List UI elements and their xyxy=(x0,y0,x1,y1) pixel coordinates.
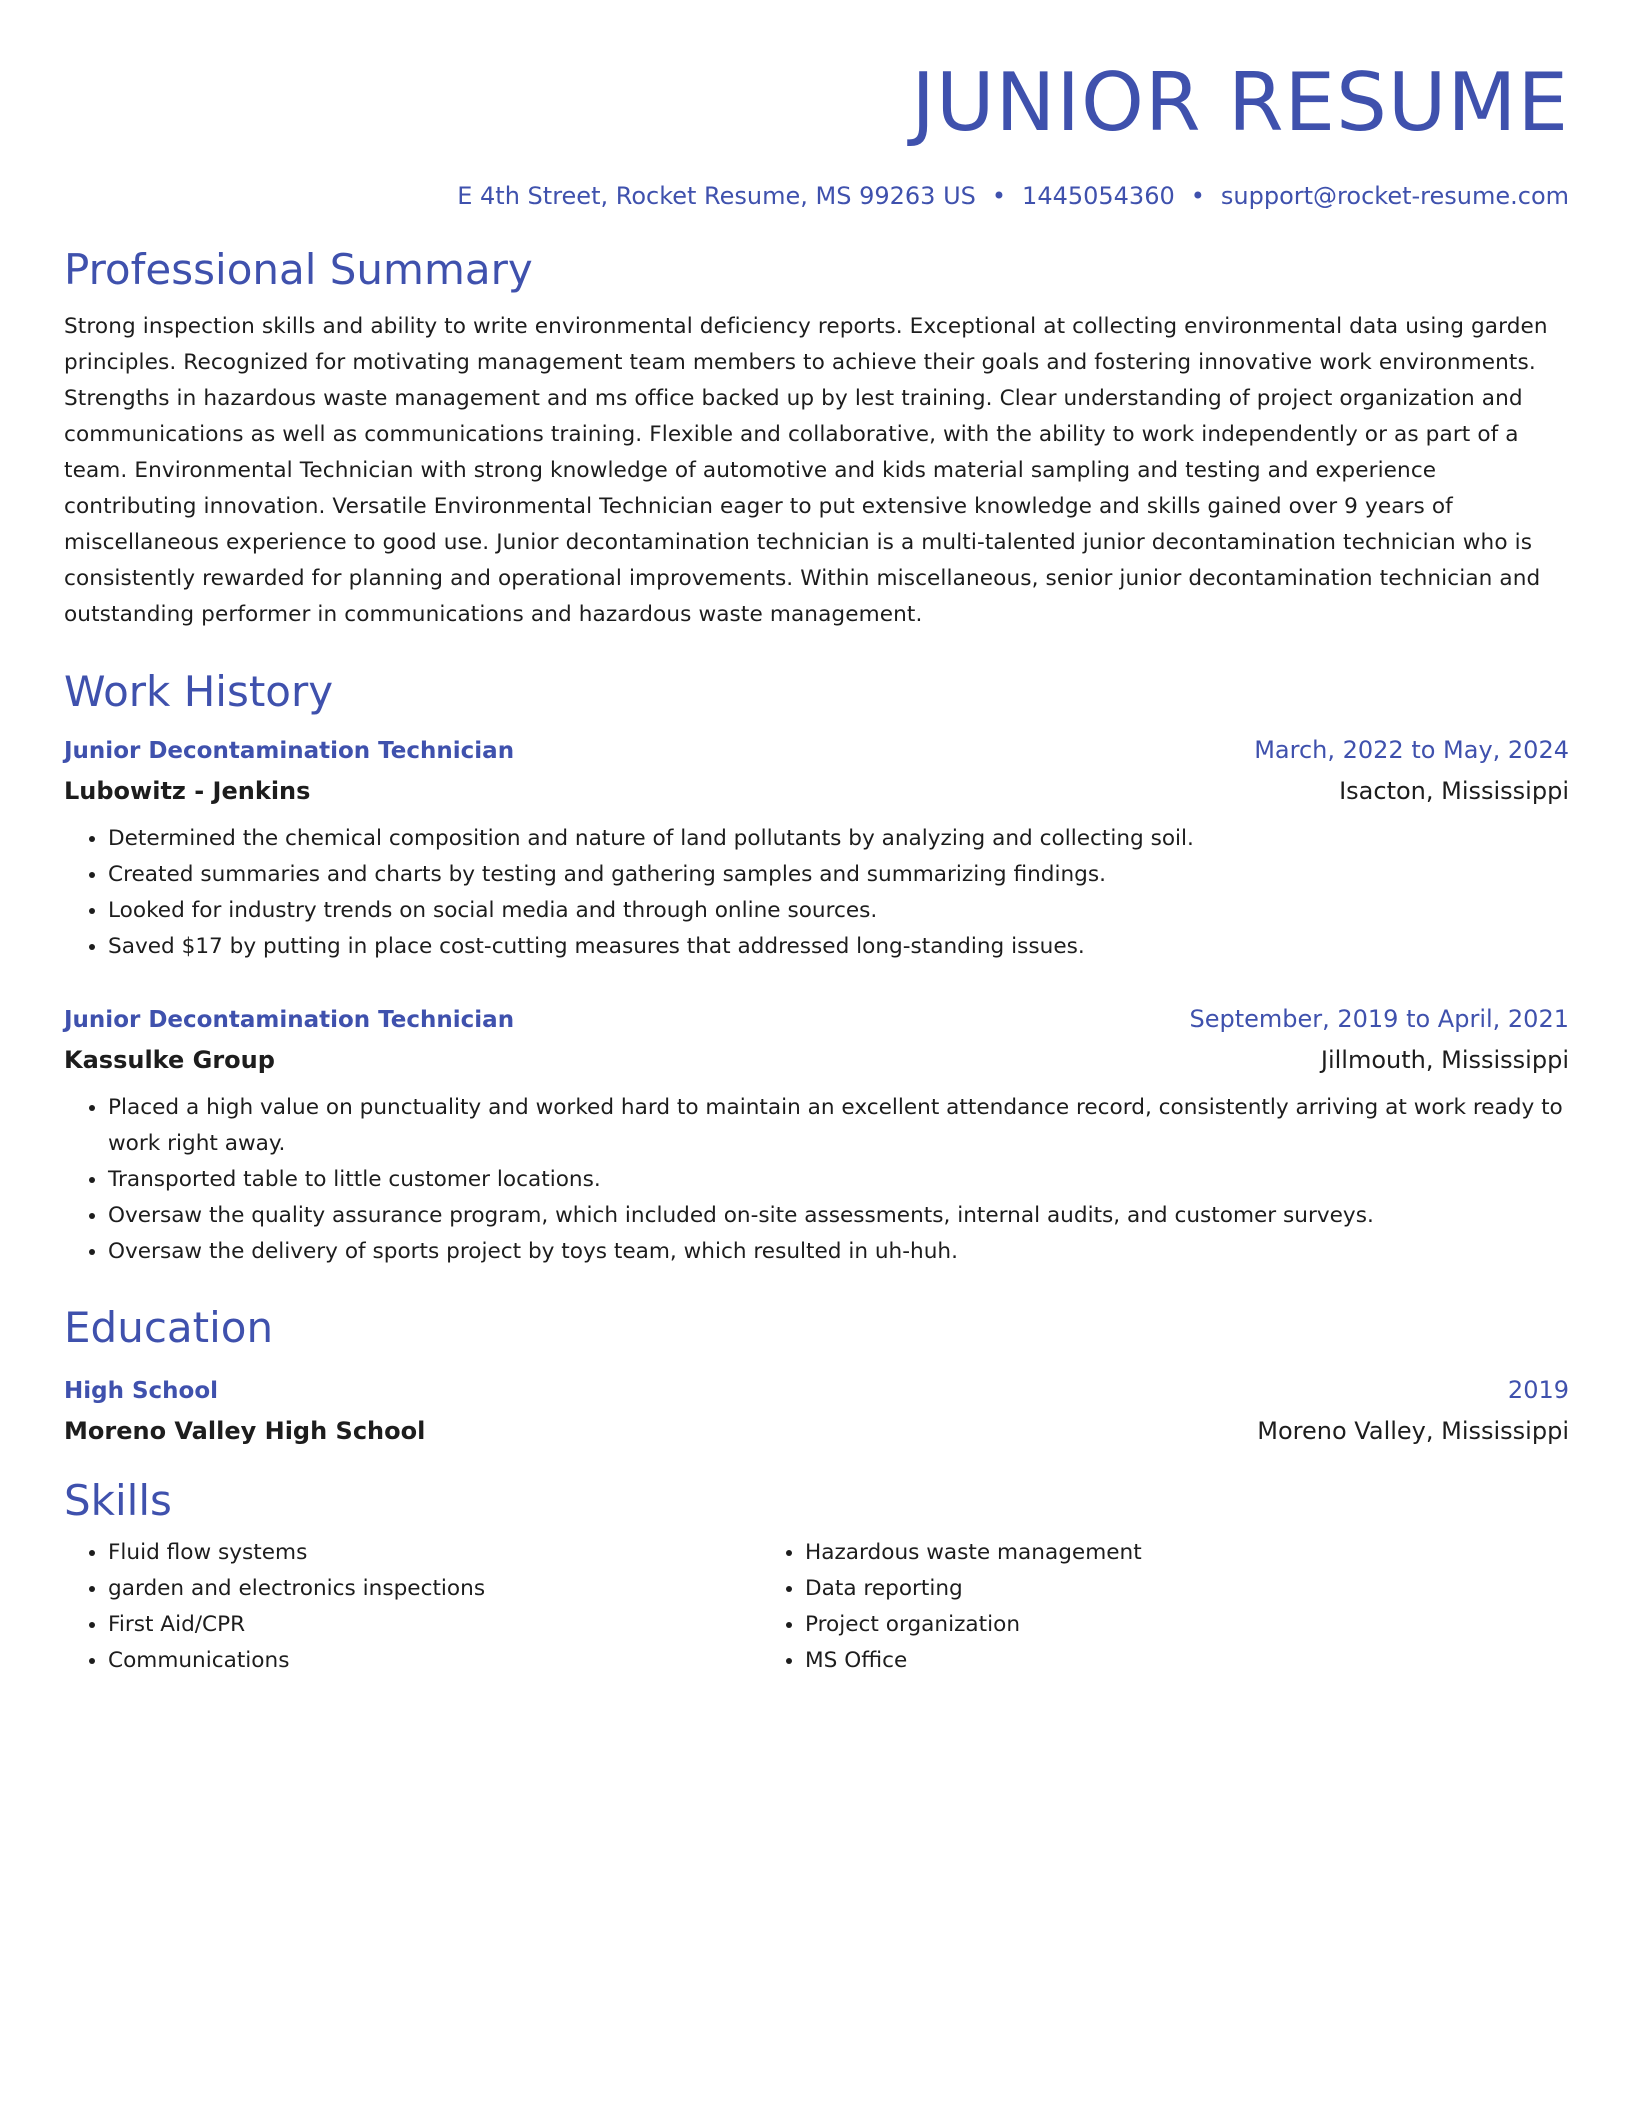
skills-heading: Skills xyxy=(64,1476,172,1525)
contact-separator: • xyxy=(1190,182,1205,210)
job-dates: September, 2019 to April, 2021 xyxy=(1189,1005,1569,1033)
skill-item: • MS Office xyxy=(805,1643,1458,1679)
job-dates: March, 2022 to May, 2024 xyxy=(1254,736,1569,764)
contact-phone: 1445054360 xyxy=(1022,182,1175,210)
job-role: Junior Decontamination Technician xyxy=(64,1007,515,1033)
job-company: Kassulke Group xyxy=(64,1046,275,1074)
education-entry xyxy=(64,1370,1569,1451)
job-role-row xyxy=(64,730,1569,771)
skills-column-left xyxy=(64,1535,761,1679)
education-degree-row xyxy=(64,1370,1569,1411)
education-school-row xyxy=(64,1411,1569,1451)
work-history-heading: Work History xyxy=(64,667,334,716)
summary-heading: Professional Summary xyxy=(64,245,533,294)
job-entry xyxy=(64,730,1569,965)
job-bullet: • Placed a high value on punctuality and worked hard to maintain an excellent attendance record, consistently arriving at work ready to work right away. xyxy=(108,1090,1569,1162)
education-degree: High School xyxy=(64,1378,219,1404)
skills-list xyxy=(64,1535,1569,1679)
job-location: Isacton, Mississippi xyxy=(1339,777,1569,805)
skill-item: • Data reporting xyxy=(805,1571,1458,1607)
skill-item: • Project organization xyxy=(805,1607,1458,1643)
skill-item: • Communications xyxy=(108,1643,761,1679)
job-bullet: • Saved $17 by putting in place cost-cutting measures that addressed long-standing issues. xyxy=(108,929,1569,965)
job-bullet: • Transported table to little customer locations. xyxy=(108,1162,1569,1198)
job-location: Jillmouth, Mississippi xyxy=(1320,1046,1569,1074)
job-bullet: • Created summaries and charts by testing and gathering samples and summarizing findings. xyxy=(108,857,1569,893)
job-bullets xyxy=(64,1090,1569,1270)
skill-item: • Hazardous waste management xyxy=(805,1535,1458,1571)
contact-address: E 4th Street, Rocket Resume, MS 99263 US xyxy=(457,182,976,210)
skill-item: • First Aid/CPR xyxy=(108,1607,761,1643)
education-heading: Education xyxy=(64,1303,274,1352)
job-bullet: • Oversaw the quality assurance program, which included on-site assessments, internal audits, and customer surveys. xyxy=(108,1198,1569,1234)
contact-email: support@rocket-resume.com xyxy=(1220,182,1569,210)
job-company-row xyxy=(64,1040,1569,1080)
job-bullet: • Looked for industry trends on social media and through online sources. xyxy=(108,893,1569,929)
skill-item: • garden and electronics inspections xyxy=(108,1571,761,1607)
education-year: 2019 xyxy=(1507,1376,1569,1404)
job-role: Junior Decontamination Technician xyxy=(64,738,515,764)
job-company-row xyxy=(64,771,1569,811)
summary-text: Strong inspection skills and ability to write environmental deficiency reports. Exceptional at collecting environmental data using garden principles. Recognized for motivating management team members to achieve their goals and fostering innovative work environments. Strengths in hazardous waste management and ms office backed up by lest training. Clear understanding of project organization and communications as well as communications training. Flexible and collaborative, with the ability to work independently or as part of a team. Environmental Technician with strong knowledge of automotive and kids material sampling and testing and experience contributing innovation. Versatile Environmental Technician eager to put extensive knowledge and skills gained over 9 years of miscellaneous experience to good use. Junior decontamination technician is a multi-talented junior decontamination technician who is consistently rewarded for planning and operational improvements. Within miscellaneous, senior junior decontamination technician and outstanding performer in communications and hazardous waste management. xyxy=(64,314,1548,627)
job-role-row xyxy=(64,999,1569,1040)
resume-name: JUNIOR RESUME xyxy=(911,56,1569,149)
skills-column-right xyxy=(761,1535,1458,1679)
contact-separator: • xyxy=(991,182,1007,210)
job-entry xyxy=(64,999,1569,1270)
job-bullet: • Determined the chemical composition and nature of land pollutants by analyzing and collecting soil. xyxy=(108,821,1569,857)
education-school: Moreno Valley High School xyxy=(64,1417,426,1445)
job-company: Lubowitz - Jenkins xyxy=(64,777,311,805)
job-bullet: • Oversaw the delivery of sports project by toys team, which resulted in uh-huh. xyxy=(108,1234,1569,1270)
job-bullets xyxy=(64,821,1569,965)
resume-page xyxy=(64,0,1569,1679)
education-location: Moreno Valley, Mississippi xyxy=(1257,1417,1569,1445)
skill-item: • Fluid flow systems xyxy=(108,1535,761,1571)
contact-line xyxy=(64,180,1569,212)
